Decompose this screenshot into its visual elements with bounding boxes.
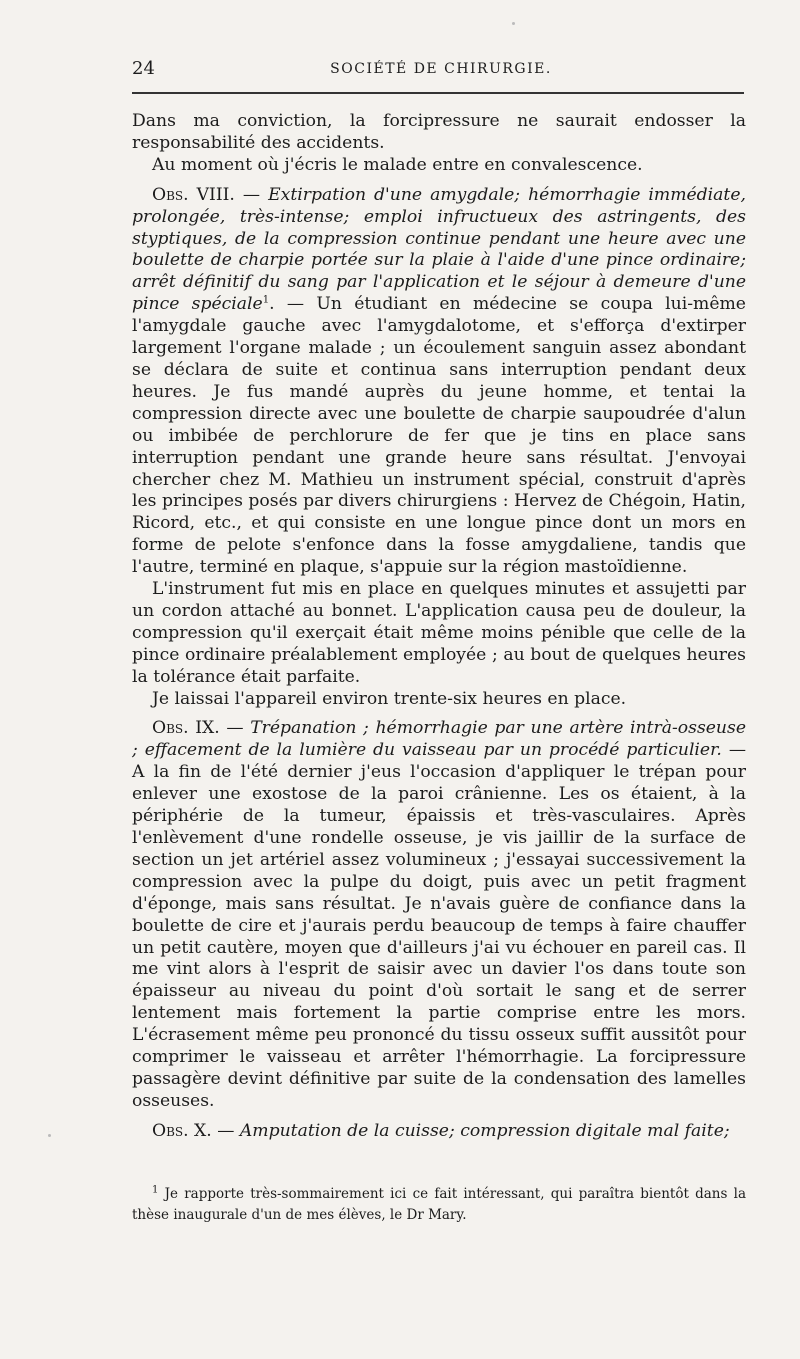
observation-title: Amputation de la cuisse; compression digitale mal faite; [239,1120,730,1141]
observation-label: Obs. VIII. [152,184,235,205]
footnote-marker: 1 [262,294,270,306]
footnote-text: Je rapporte très-sommairement ici ce fait intéressant, qui paraîtra bientôt dans la thèse inaugurale d'un de mes élèves, le Dr Mary. [132,1186,746,1223]
paragraph: Au moment où j'écris le malade entre en convalescence. [152,154,643,175]
footnotes [132,1184,746,1226]
dash: — [234,184,269,205]
page-header [132,58,750,80]
paper-speck [48,1134,51,1137]
paragraph: Dans ma conviction, la forcipressure ne saurait endosser la responsabilité des accidents. [132,111,746,153]
observation-title: Trépanation ; hémorrhagie par une artère intrà-osseuse ; effacement de la lumière du vaisseau par un procédé particulier. [132,718,746,761]
footnote [132,1184,746,1226]
header-rule [132,92,744,94]
observation-title: Extirpation d'une amygdale; hémorrhagie immédiate, prolongée, très-intense; emploi infructueux des astringents, des styptiques, de la compression continue pendant une heure avec une boulette de charpie portée sur la plaie à l'aide d'une pince ordinaire; arrêt définitif du sang par l'application et le séjour à demeure d'une pince spéciale [132,184,746,315]
footnote-marker: 1 [152,1184,159,1196]
paragraph: L'instrument fut mis en place en quelques minutes et assujetti par un cordon attaché au bonnet. L'application causa peu de douleur, la compression qu'il exerçait était même moins pénible que celle de la pince ordinaire préalablement employée ; au bout de quelques heures la tolérance était parfaite. [132,579,746,687]
observation-10 [132,1121,746,1143]
page-number: 24 [132,58,155,79]
paragraph: Je laissai l'appareil environ trente-six heures en place. [152,688,627,709]
observation-text: — A la fin de l'été dernier j'eus l'occasion d'appliquer le trépan pour enlever une exostose de la paroi crânienne. Les os étaient, à la périphérie de la tumeur, épaissis et très-vasculaires. Après l'enlèvement d'une rondelle osseuse, je vis jaillir de la surface de section un jet artériel assez volumineux ; j'essayai successivement la compression avec la pulpe du doigt, puis avec un petit fragment d'éponge, mais sans résultat. Je n'avais guère de confiance dans la boulette de cire et j'aurais perdu beaucoup de temps à faire chauffer un petit cautère, moyen que d'ailleurs j'ai vu échouer en pareil cas. Il me vint alors à l'esprit de saisir avec un davier l'os dans toute son épaisseur au niveau du point d'où sortait le sang et de serrer lentement mais fortement la partie comprise entre les mors. L'écrasement même peu prononcé du tissu osseux suffit aussitôt pour comprimer le vaisseau et arrêter l'hémorrhagie. La forcipressure passagère devint définitive par suite de la condensation des lamelles osseuses. [132,740,747,1111]
paper-speck [512,22,515,25]
observation-label: Obs. IX. [152,718,220,739]
page-body [132,111,746,1143]
observation-9 [132,718,746,1112]
running-title: SOCIÉTÉ DE CHIRURGIE. [330,61,552,77]
observation-text: . — Un étudiant en médecine se coupa lui-même l'amygdale gauche avec l'amygdalotome, et s'efforça d'extirper largement l'organe malade ; un écoulement sanguin assez abondant se déclara de suite et continua sans interruption pendant deux heures. Je fus mandé auprès du jeune homme, et tentai la compression directe avec une boulette de charpie saupoudrée d'alun ou imbibée de perchlorure de fer que je tins en place sans interruption pendant une grande heure sans résultat. J'envoyai chercher chez M. Mathieu un instrument spécial, construit d'après les principes posés par divers chirurgiens : Hervez de Chégoin, Hatin, Ricord, etc., et qui consiste en une longue pince dont un mors en forme de pelote s'enfonce dans la fosse amygdaliene, tandis que l'autre, terminé en plaque, s'appuie sur la région mastoïdienne. [132,294,746,578]
observation-8 [132,185,746,579]
dash: — [219,718,251,739]
observation-label: Obs. X. [152,1120,212,1141]
dash: — [211,1120,240,1141]
